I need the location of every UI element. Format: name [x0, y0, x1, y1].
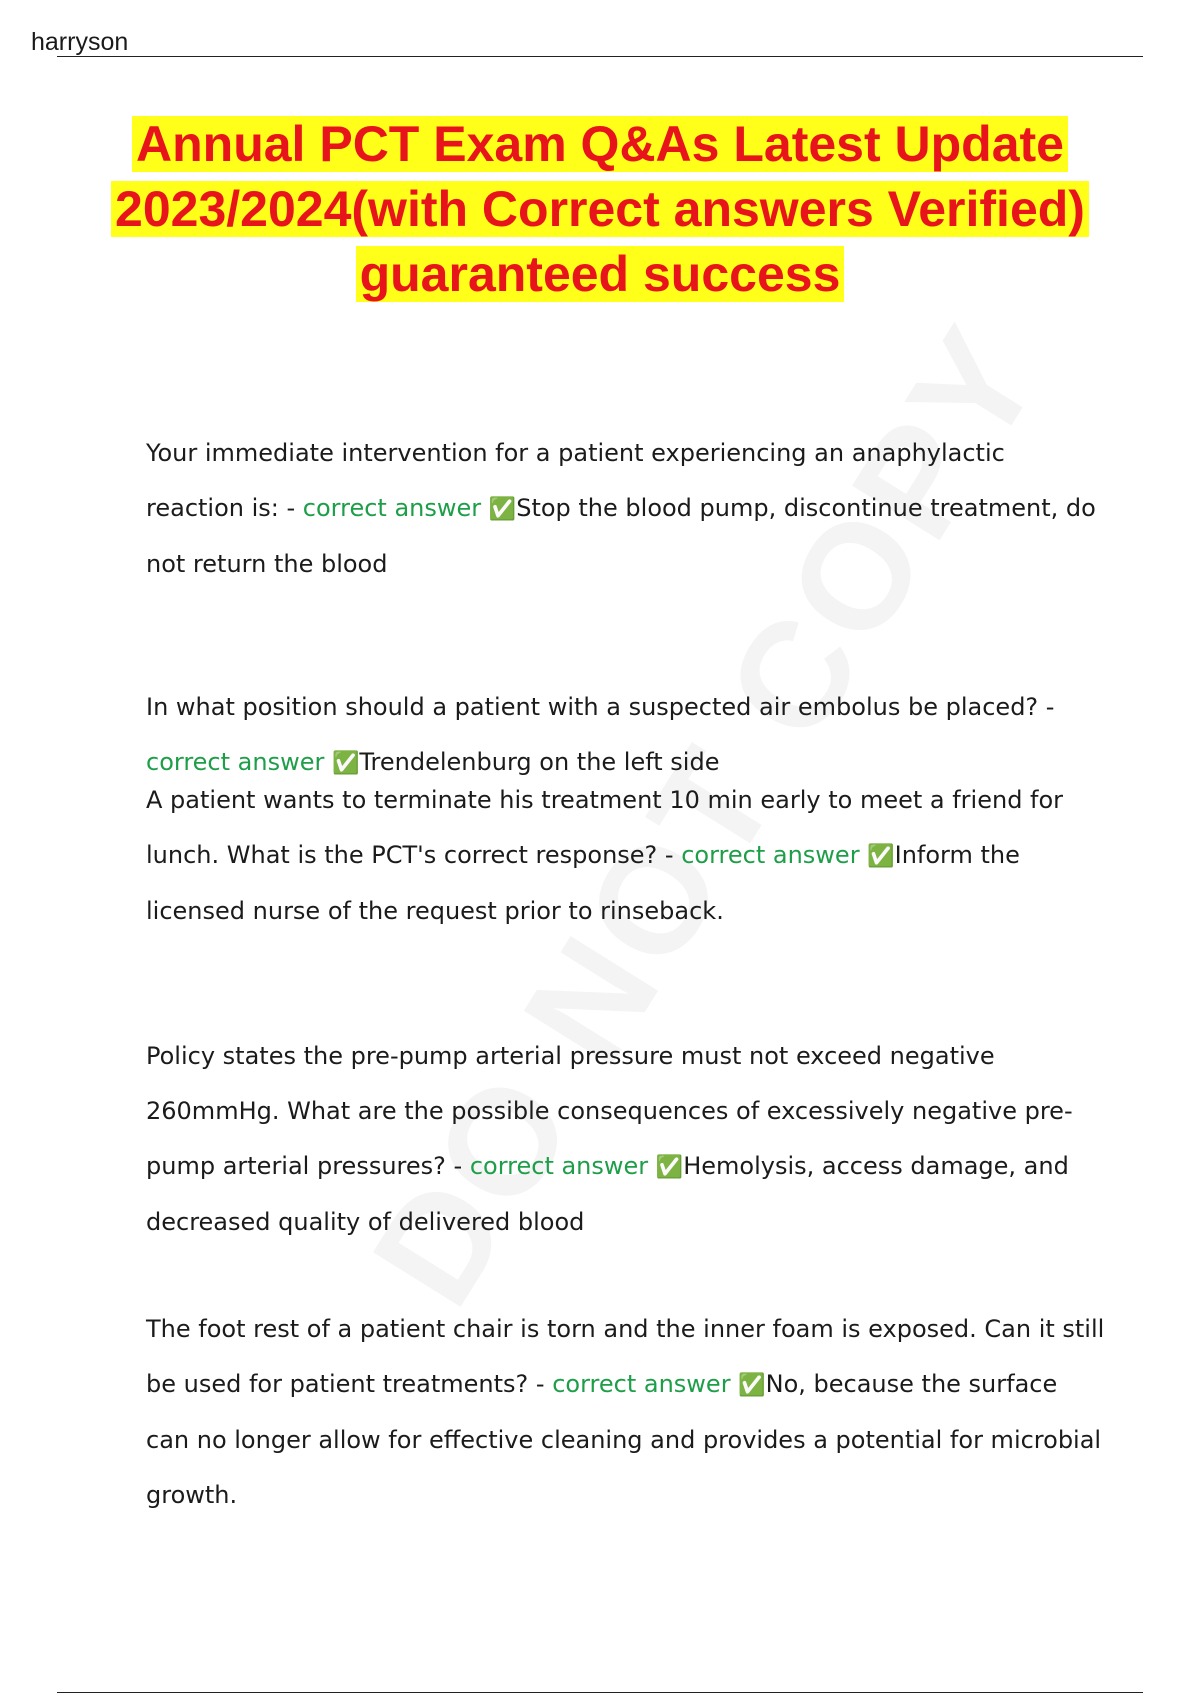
question-text: The foot rest of a patient chair is torn and the inner foam is exposed. Can it still be used for patient treatments? - [146, 1315, 1105, 1398]
title-line-1: Annual PCT Exam Q&As Latest Update [132, 116, 1068, 172]
correct-answer-label: correct answer [302, 494, 482, 522]
qa-item [146, 1029, 1106, 1250]
qa-item [146, 773, 1106, 939]
answer-text: Stop the blood pump, discontinue treatment, do not return the blood [146, 494, 1096, 578]
check-icon: ✅ [738, 1373, 766, 1398]
check-icon: ✅ [488, 497, 517, 522]
check-icon: ✅ [655, 1155, 684, 1180]
correct-answer-label: correct answer [146, 748, 325, 776]
question-text: In what position should a patient with a suspected air embolus be placed? - [146, 693, 1055, 721]
qa-item [146, 426, 1106, 592]
answer-text: Trendelenburg on the left side [359, 748, 720, 776]
header-author: harryson [31, 28, 129, 56]
question-text: Policy states the pre-pump arterial pressure must not exceed negative 260mmHg. What are the possible consequences of excessively negative pre-pump arterial pressures? - [146, 1042, 1073, 1180]
header-rule [57, 56, 1143, 57]
check-icon: ✅ [867, 844, 895, 869]
answer-text: Inform the licensed nurse of the request prior to rinseback. [146, 841, 1020, 925]
document-title [40, 112, 1160, 307]
correct-answer-label: correct answer [681, 841, 860, 869]
qa-item [146, 1302, 1106, 1523]
question-text: Your immediate intervention for a patient experiencing an anaphylactic reaction is: - [146, 439, 1005, 522]
correct-answer-label: correct answer [469, 1152, 649, 1180]
answer-text: Hemolysis, access damage, and decreased quality of delivered blood [146, 1152, 1069, 1236]
title-line-3: guaranteed success [356, 246, 845, 302]
title-line-2: 2023/2024(with Correct answers Verified) [111, 181, 1089, 237]
check-icon: ✅ [332, 751, 360, 776]
question-text: A patient wants to terminate his treatment 10 min early to meet a friend for lunch. What is the PCT's correct response? - [146, 786, 1064, 869]
correct-answer-label: correct answer [552, 1370, 731, 1398]
footer-rule [57, 1692, 1143, 1693]
answer-text: No, because the surface can no longer allow for effective cleaning and provides a potential for microbial growth. [146, 1370, 1102, 1509]
